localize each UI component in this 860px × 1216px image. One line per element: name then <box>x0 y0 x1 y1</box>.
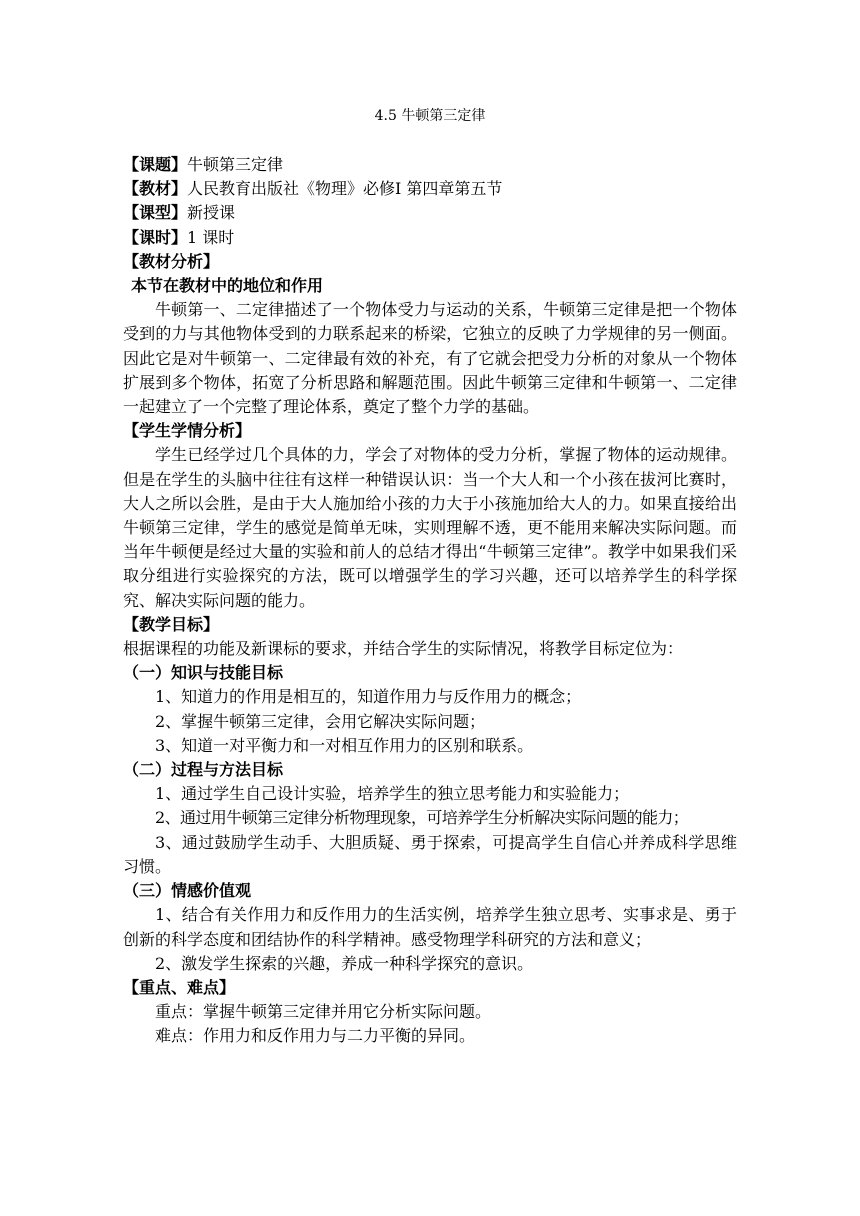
process-goal-item: 3、通过鼓励学生动手、大胆质疑、勇于探索，可提高学生自信心并养成科学思维习惯。 <box>123 832 737 876</box>
class-hours-row <box>123 226 737 250</box>
textbook-analysis-heading: 【教材分析】 <box>123 251 220 271</box>
topic-row <box>123 153 737 177</box>
class-hours-value: 1 课时 <box>187 227 235 247</box>
emotion-goals-heading: （三）情感价值观 <box>123 881 252 901</box>
key-difficult-heading: 【重点、难点】 <box>123 977 236 997</box>
lesson-plan-document <box>123 104 737 1049</box>
document-title: 4.5 牛顿第三定律 <box>374 108 486 124</box>
textbook-row <box>123 177 737 201</box>
key-point: 重点：掌握牛顿第三定律并用它分析实际问题。 <box>155 1002 492 1022</box>
emotion-goal-item: 2、激发学生探索的兴趣，养成一种科学探究的意识。 <box>155 953 534 973</box>
knowledge-goal-item: 2、掌握牛顿第三定律，会用它解决实际问题； <box>155 711 486 731</box>
lesson-type-row <box>123 201 737 225</box>
process-goal-item: 2、通过用牛顿第三定律分析物理现象，可培养学生分析解决实际问题的能力； <box>155 808 689 828</box>
textbook-label: 【教材】 <box>123 179 188 199</box>
position-paragraph: 牛顿第一、二定律描述了一个物体受力与运动的关系，牛顿第三定律是把一个物体受到的力与其他物体受到的力联系起来的桥梁，它独立的反映了力学规律的另一侧面。因此它是对牛顿第一、二定律最有效的补充，有了它就会把受力分析的对象从一个物体扩展到多个物体，拓宽了分析思路和解题范围。因此牛顿第三定律和牛顿第一、二定律一起建立了一个完整了理论体系，奠定了整个力学的基础。 <box>123 300 737 417</box>
process-goals-heading: （二）过程与方法目标 <box>123 760 284 780</box>
student-analysis-paragraph: 学生已经学过几个具体的力，学会了对物体的受力分析，掌握了物体的运动规律。但是在学生的头脑中往往有这样一种错误认识：当一个大人和一个小孩在拔河比赛时，大人之所以会胜，是由于大人施加给小孩的力大于小孩施加给大人的力。如果直接给出牛顿第三定律，学生的感觉是简单无味，实则理解不透，更不能用来解决实际问题。而当年牛顿便是经过大量的实验和前人的总结才得出“牛顿第三定律”。教学中如果我们采取分组进行实验探究的方法，既可以增强学生的学习兴趣，还可以培养学生的科学探究、解决实际问题的能力。 <box>123 445 737 610</box>
position-heading: 本节在教材中的地位和作用 <box>131 276 324 296</box>
teaching-goals-heading: 【教学目标】 <box>123 614 220 634</box>
knowledge-goal-item: 1、知道力的作用是相互的，知道作用力与反作用力的概念； <box>155 687 582 707</box>
lesson-type-value: 新授课 <box>187 203 236 223</box>
topic-label: 【课题】 <box>123 155 188 174</box>
textbook-value: 人民教育出版社《物理》必修Ⅰ 第四章第五节 <box>187 179 503 199</box>
emotion-goal-item: 1、结合有关作用力和反作用力的生活实例，培养学生独立思考、实事求是、勇于创新的科学态度和团结协作的科学精神。感受物理学科研究的方法和意义； <box>123 905 737 949</box>
class-hours-label: 【课时】 <box>123 227 188 247</box>
student-analysis-heading: 【学生学情分析】 <box>123 421 252 441</box>
lesson-type-label: 【课型】 <box>123 203 188 223</box>
knowledge-goals-heading: （一）知识与技能目标 <box>123 663 284 683</box>
teaching-goals-intro: 根据课程的功能及新课标的要求，并结合学生的实际情况，将教学目标定位为： <box>123 639 684 659</box>
topic-value: 牛顿第三定律 <box>187 155 284 174</box>
process-goal-item: 1、通过学生自己设计实验，培养学生的独立思考能力和实验能力； <box>155 784 630 804</box>
knowledge-goal-item: 3、知道一对平衡力和一对相互作用力的区别和联系。 <box>155 735 534 755</box>
difficult-point: 难点：作用力和反作用力与二力平衡的异同。 <box>155 1026 476 1046</box>
